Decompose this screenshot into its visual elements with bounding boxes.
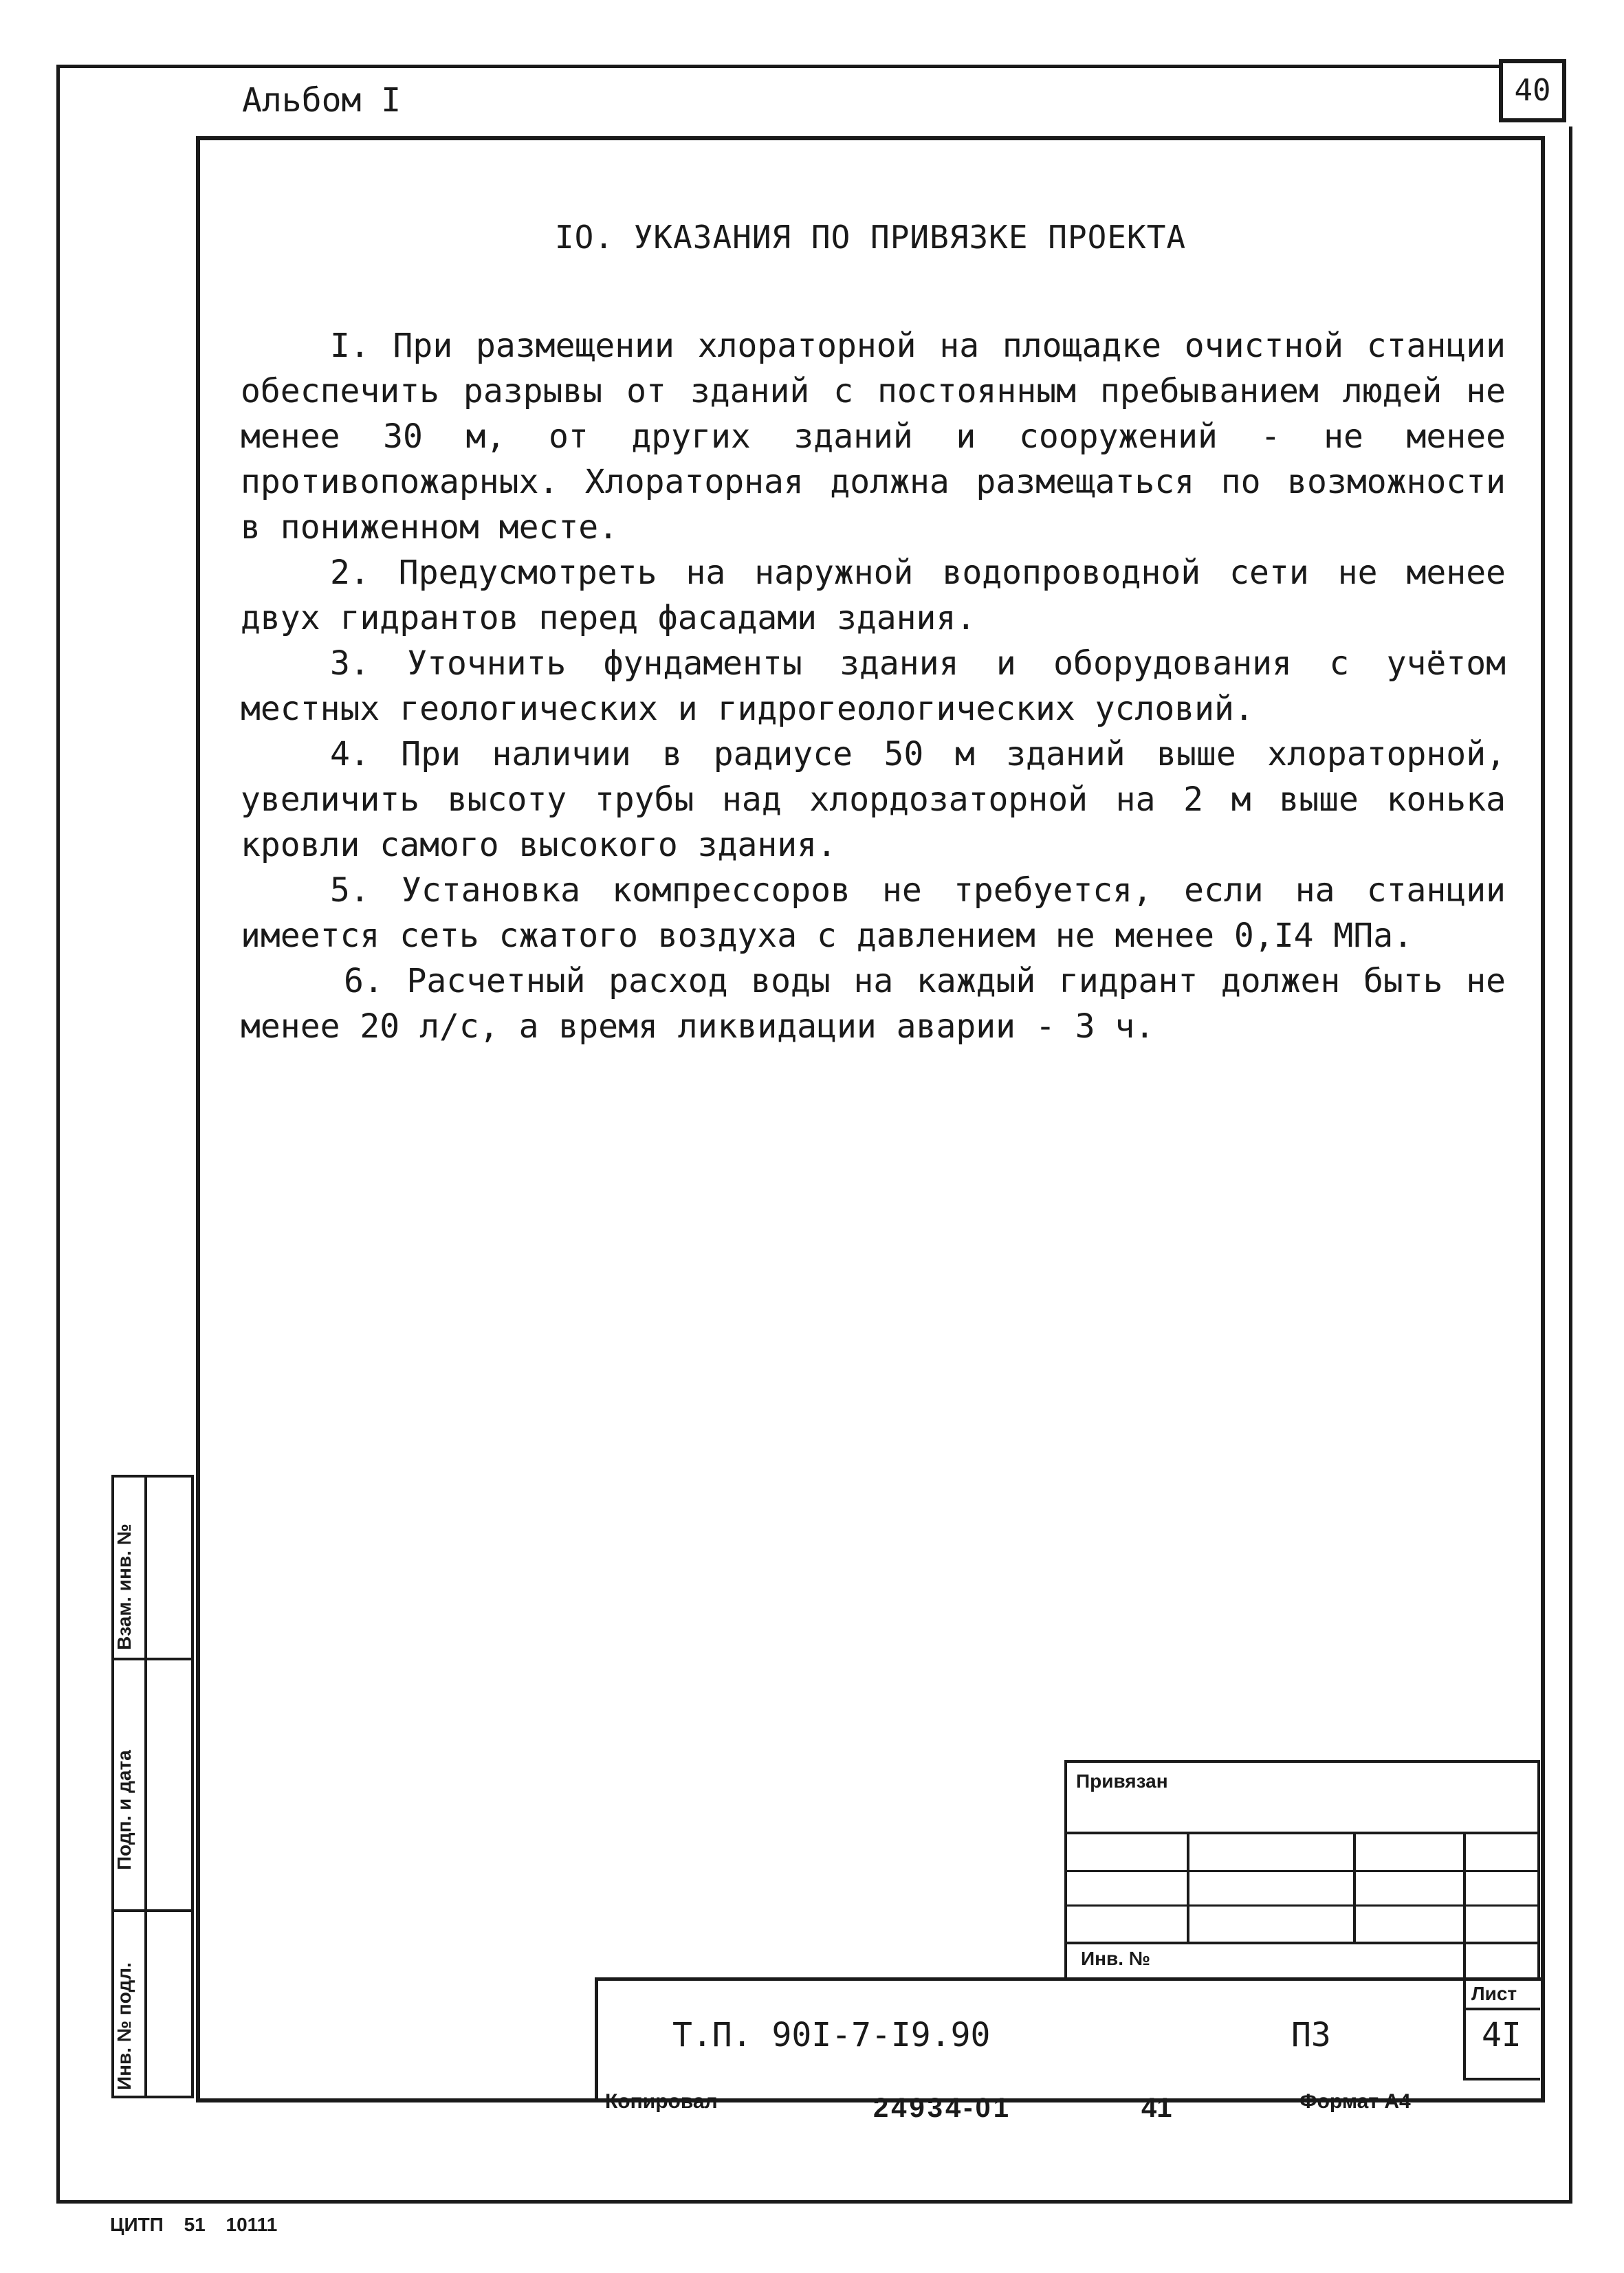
list-number: 4I xyxy=(1482,2016,1522,2054)
outer-border-bottom xyxy=(56,2200,1572,2204)
tb-hline-4 xyxy=(1064,1942,1540,1944)
side-label-podp: Подп. и дата xyxy=(113,1750,135,1870)
order-number: 24934-01 xyxy=(873,2093,1012,2123)
list-label: Лист xyxy=(1471,1983,1517,2004)
kopiroval-label: Копировал xyxy=(605,2090,718,2113)
page-number-box: 40 xyxy=(1499,59,1566,122)
paragraph-1: I. При размещении хлораторной на площадке очистной станции обеспечить разрывы от зданий с постоянным пребыванием людей не менее 30 м, от других зданий и сооружений - не менее противопожарных. Хлораторная должна размещаться по возможности в пониженном месте. xyxy=(241,327,1506,547)
tb-hline-2 xyxy=(1064,1870,1540,1872)
sheet-mark: 41 xyxy=(1141,2093,1172,2123)
side-stamp-divider xyxy=(144,1475,147,2098)
body-text xyxy=(241,323,1506,1049)
privyazan-label: Привязан xyxy=(1076,1770,1168,1792)
tb-vline-3 xyxy=(1463,1832,1466,1980)
tb-vline-2 xyxy=(1353,1832,1356,1943)
format-label: Формат А4 xyxy=(1299,2090,1411,2113)
side-label-vzam: Взам. инв. № xyxy=(113,1524,135,1650)
paragraph-6: 6. Расчетный расход воды на каждый гидрант должен быть не менее 20 л/с, а время ликвидации аварии - 3 ч. xyxy=(241,962,1506,1046)
side-label-inv: Инв. № подл. xyxy=(113,1962,135,2090)
inv-no-label: Инв. № xyxy=(1081,1948,1151,1969)
outer-border-right xyxy=(1569,127,1572,2203)
paragraph-3: 3. Уточнить фундаменты здания и оборудования с учётом местных геологических и гидрогеологических условий. xyxy=(241,644,1506,728)
paragraph-4: 4. При наличии в радиусе 50 м зданий выше хлораторной, увеличить высоту трубы над хлордозаторной на 2 м выше конька кровли самого высокого здания. xyxy=(241,735,1506,864)
list-hline xyxy=(1463,2008,1540,2010)
list-hline-bottom xyxy=(1463,2078,1540,2080)
paragraph-5: 5. Установка компрессоров не требуется, если на станции имеется сеть сжатого воздуха с давлением не менее 0,I4 МПа. xyxy=(241,871,1506,955)
outer-border-left xyxy=(56,65,60,2203)
printer-mark: ЦИТП 51 10111 xyxy=(110,2214,278,2235)
section-title: IO. УКАЗАНИЯ ПО ПРИВЯЗКЕ ПРОЕКТА xyxy=(554,219,1187,256)
list-vline xyxy=(1463,1977,1466,2080)
document-type: ПЗ xyxy=(1291,2016,1331,2054)
paragraph-2: 2. Предусмотреть на наружной водопроводной сети не менее двух гидрантов перед фасадами здания. xyxy=(241,553,1506,637)
document-code: Т.П. 90I-7-I9.90 xyxy=(672,2016,991,2054)
tb-hline-3 xyxy=(1064,1904,1540,1907)
album-label: Альбом I xyxy=(242,81,402,120)
outer-border-top xyxy=(56,65,1499,68)
tb-vline-1 xyxy=(1187,1832,1189,1943)
tb-hline-1 xyxy=(1064,1832,1540,1834)
